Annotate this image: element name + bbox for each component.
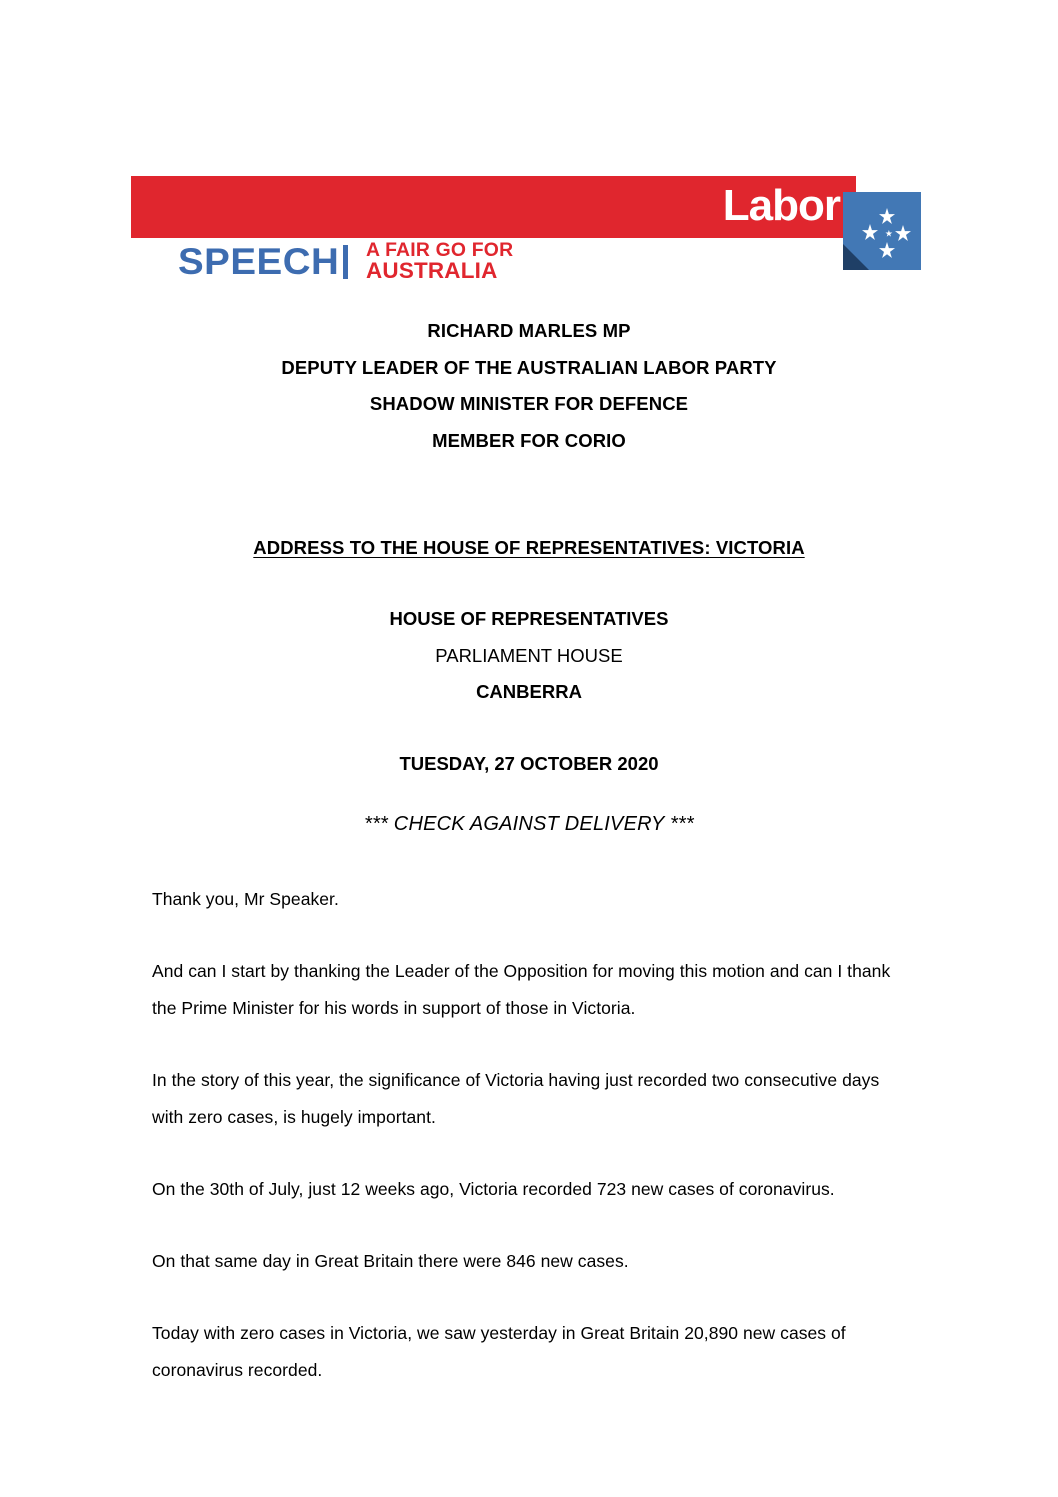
venue-block — [152, 601, 906, 711]
tagline-line-2: AUSTRALIA — [366, 258, 498, 284]
paragraph: On that same day in Great Britain there were 846 new cases. — [152, 1250, 629, 1271]
venue-chamber: HOUSE OF REPRESENTATIVES — [389, 608, 669, 629]
venue-city: CANBERRA — [476, 681, 582, 702]
labor-wordmark: Labor — [722, 181, 840, 231]
paragraph: And can I start by thanking the Leader of the Opposition for moving this motion and can I thank the Prime Minister for his words in support of those in Victoria. — [152, 960, 891, 1018]
spacer — [152, 711, 906, 753]
paragraph: In the story of this year, the significance of Victoria having just recorded two consecutive days with zero cases, is hugely important. — [152, 1069, 880, 1127]
speaker-name: RICHARD MARLES MP — [427, 320, 631, 341]
speech-wordmark: SPEECH — [178, 241, 340, 283]
paragraph: Thank you, Mr Speaker. — [152, 888, 339, 909]
speech-date: TUESDAY, 27 OCTOBER 2020 — [399, 752, 659, 774]
delivery-note-wrapper — [152, 813, 906, 836]
speaker-role-shadow-minister: SHADOW MINISTER FOR DEFENCE — [369, 393, 689, 414]
document-content — [152, 313, 906, 1424]
southern-cross-stars-icon — [843, 192, 921, 270]
speech-body — [152, 881, 906, 1389]
spacer — [152, 459, 906, 537]
address-heading-wrapper — [152, 537, 906, 559]
paragraph: Today with zero cases in Victoria, we saw yesterday in Great Britain 20,890 new cases of coronavirus recorded. — [152, 1322, 846, 1380]
tagline — [366, 240, 514, 284]
speaker-role-member: MEMBER FOR CORIO — [432, 429, 626, 451]
date-wrapper — [152, 753, 906, 775]
red-banner — [131, 176, 856, 238]
spacer — [152, 559, 906, 601]
spacer — [152, 775, 906, 813]
venue-building: PARLIAMENT HOUSE — [435, 644, 623, 666]
speech-logo-lockup — [178, 240, 514, 284]
logo-divider — [343, 245, 348, 279]
australian-flag-icon — [843, 192, 921, 270]
check-against-delivery-note: *** CHECK AGAINST DELIVERY *** — [364, 812, 694, 835]
speaker-role-deputy-leader: DEPUTY LEADER OF THE AUSTRALIAN LABOR PARTY — [281, 356, 777, 378]
speaker-title-block — [152, 313, 906, 459]
tagline-line-1: A FAIR GO FOR — [366, 240, 514, 261]
paragraph: On the 30th of July, just 12 weeks ago, Victoria recorded 723 new cases of coronavirus. — [152, 1178, 835, 1199]
letterhead — [131, 176, 921, 291]
address-heading: ADDRESS TO THE HOUSE OF REPRESENTATIVES: VICTORIA — [253, 537, 805, 558]
